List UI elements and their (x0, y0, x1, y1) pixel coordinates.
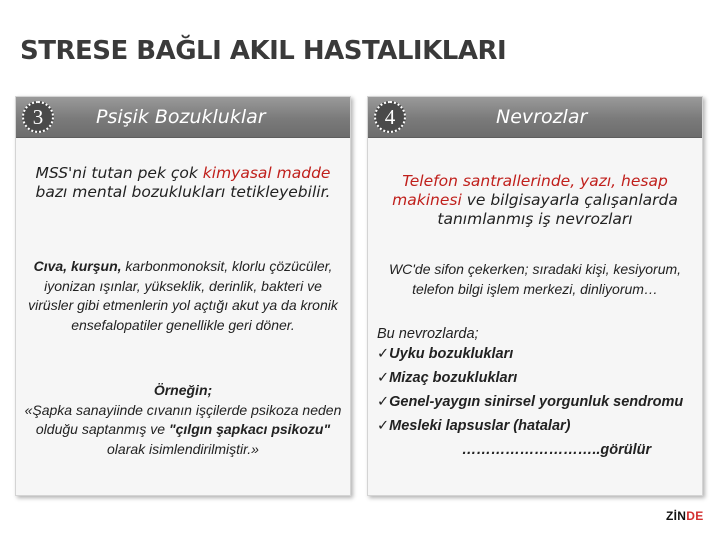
highlight-text: kimyasal madde (202, 164, 331, 182)
highlight-text: Telefon santrallerinde, yazı, hesap makinesi (392, 172, 668, 209)
bold-text: Cıva, kurşun, (33, 258, 122, 274)
check-icon: ✓ (377, 346, 390, 362)
card-heading: Nevrozlar (496, 106, 588, 128)
intro-text: MSS'ni tutan pek çok kimyasal madde bazı mental bozuklukları tetikleyebilir. (35, 164, 331, 201)
number-badge: 3 (22, 101, 54, 133)
example-label: Örneğin; (153, 382, 213, 398)
card-header (16, 97, 350, 138)
intro-text: Telefon santrallerinde, yazı, hesap makinesi ve bilgisayarla çalışanlarda tanımlanmış iş nevrozları (392, 172, 678, 228)
card-heading: Psişik Bozukluklar (96, 106, 266, 128)
card-header (368, 97, 702, 138)
number-badge: 4 (374, 101, 406, 133)
symptom-list (377, 322, 696, 459)
list-item: ✓Uyku bozuklukları (377, 346, 514, 362)
list-item: ✓Mizaç bozuklukları (377, 370, 518, 386)
check-icon: ✓ (377, 394, 390, 410)
list-intro: Bu nevrozlarda; (377, 326, 479, 342)
description-paragraph: Cıva, kurşun, karbonmonoksit, klorlu çözücüler, iyonizan ışınlar, yükseklik, derinlik, bakteri ve virüsler gibi etmenlerin yol açtığı akut ya da kronik ensefalopatiler genellikle geri döner. (28, 258, 338, 333)
bold-text: "çılgın şapkacı psikozu" (168, 421, 331, 437)
list-item: ✓Mesleki lapsuslar (hatalar) (377, 418, 571, 434)
check-icon: ✓ (377, 418, 390, 434)
example-block: Örneğin; «Şapka sanayiinde cıvanın işçilerde psikoza neden olduğu saptanmış ve "çılgın şapkacı psikozu" olarak isimlendirilmiştir.» (24, 382, 342, 457)
card-neuroses (367, 96, 703, 496)
page-title: STRESE BAĞLI AKIL HASTALIKLARI (20, 36, 507, 66)
card-psychic-disorders (15, 96, 351, 496)
list-item: ✓Genel-yaygın sinirsel yorgunluk sendromu (377, 394, 684, 410)
quote-text: WC'de sifon çekerken; sıradaki kişi, kesiyorum, telefon bilgi işlem merkezi, dinliyorum… (388, 261, 682, 297)
check-icon: ✓ (377, 370, 390, 386)
brand-logo: ZİNDE (666, 509, 704, 523)
list-footer: ………………………..görülür (461, 442, 652, 458)
